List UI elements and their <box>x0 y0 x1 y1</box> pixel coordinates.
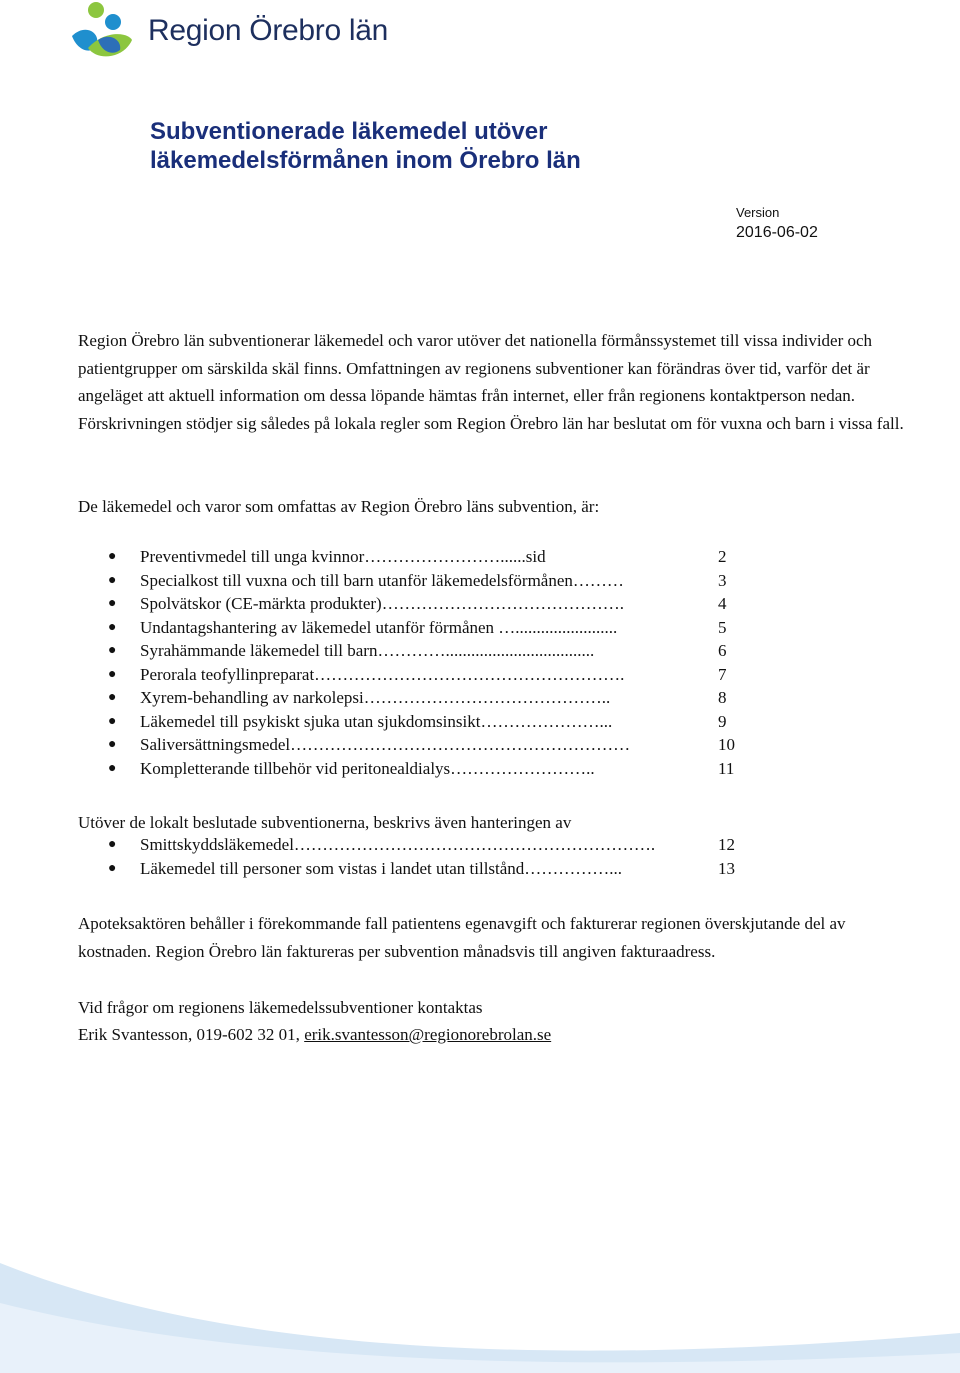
list-item-page: 3 <box>718 570 727 590</box>
list-item-text: Xyrem-behandling av narkolepsi…………………………………….. <box>140 688 611 707</box>
decorative-wave-icon <box>0 1223 960 1373</box>
list-item-text: Läkemedel till psykiskt sjuka utan sjukdomsinsikt…………………... <box>140 711 613 731</box>
region-orebro-lan-logo-icon <box>68 0 140 68</box>
bullet-icon: ● <box>108 596 117 611</box>
list-item-text: Läkemedel till personer som vistas i landet utan tillstånd……………... <box>140 858 623 878</box>
version-date: 2016-06-02 <box>736 224 818 241</box>
list-item-page: 13 <box>718 858 735 878</box>
list-item-page: 10 <box>718 735 735 754</box>
list-item-page: 4 <box>718 594 727 613</box>
list-item-text: Preventivmedel till unga kvinnor……………………......sid <box>140 547 546 566</box>
additional-list-intro: Utöver de lokalt beslutade subventionerna, beskrivs även hanteringen av <box>78 813 572 832</box>
bullet-icon: ● <box>108 713 117 729</box>
subsidy-list-intro: De läkemedel och varor som omfattas av Region Örebro läns subvention, är: <box>78 497 600 516</box>
bullet-icon: ● <box>108 666 117 682</box>
logo-wordmark: Region Örebro län <box>148 14 389 47</box>
bullet-icon: ● <box>108 690 117 705</box>
contact-person: Erik Svantesson, 019-602 32 01, <box>78 1025 305 1044</box>
list-item-text: Perorala teofyllinpreparat………………………………………………. <box>140 664 625 684</box>
title-line-2: läkemedelsförmånen inom Örebro län <box>150 147 581 174</box>
region-logo <box>68 0 388 70</box>
bullet-icon: ● <box>108 643 117 658</box>
list-item-text: Specialkost till vuxna och till barn utanför läkemedelsförmånen……… <box>140 570 624 590</box>
list-item-page: 8 <box>718 688 727 707</box>
bullet-icon: ● <box>108 737 117 752</box>
bullet-icon: ● <box>108 572 117 588</box>
title-line-1: Subventionerade läkemedel utöver <box>150 118 548 145</box>
bullet-icon: ● <box>108 549 117 564</box>
list-item-text: Kompletterande tillbehör vid peritonealdialys…………………….. <box>140 758 595 778</box>
list-item-text: Undantagshantering av läkemedel utanför förmånen …........................ <box>140 617 618 637</box>
contact-line <box>78 1021 908 1049</box>
version-label: Version <box>736 205 780 220</box>
list-item-page: 9 <box>718 711 727 731</box>
list-item-text: Spolvätskor (CE-märkta produkter)……………………………………. <box>140 594 624 613</box>
intro-paragraph: Region Örebro län subventionerar läkemedel och varor utöver det nationella förmånssystemet till vissa individer och patientgrupper om särskilda skäl finns. Omfattningen av regionens subventioner kan förändras över tid, varför det är angeläget att aktuell information om dessa löpande hämtas från internet, eller från regionens kontaktperson nedan. Förskrivningen stödjer sig således på lokala regler som Region Örebro län har beslutat om för vuxna och barn i vissa fall. <box>78 331 904 433</box>
bullet-icon: ● <box>108 860 117 876</box>
list-item-text: Syrahämmande läkemedel till barn…………................................... <box>140 641 595 660</box>
list-item-page: 11 <box>718 758 735 778</box>
list-item-page: 7 <box>718 664 727 684</box>
document-title <box>150 117 581 175</box>
list-item-text: Smittskyddsläkemedel………………………………………………………. <box>140 835 656 854</box>
contact-intro: Vid frågor om regionens läkemedelssubventioner kontaktas <box>78 998 483 1017</box>
list-item-page: 5 <box>718 617 727 637</box>
list-item-page: 6 <box>718 641 727 660</box>
list-item-page: 12 <box>718 835 735 854</box>
list-item-page: 2 <box>718 547 727 566</box>
contact-email-link[interactable]: erik.svantesson@regionorebrolan.se <box>304 1025 552 1044</box>
list-item-text: Saliversättningsmedel…………………………………………………… <box>140 735 631 754</box>
bullet-icon: ● <box>108 760 117 776</box>
bullet-icon: ● <box>108 619 117 635</box>
pharmacy-paragraph: Apoteksaktören behåller i förekommande fall patientens egenavgift och fakturerar regionen överskjutande del av kostnaden. Region Örebro län faktureras per subvention månadsvis till angiven fakturaadress. <box>78 914 846 961</box>
bullet-icon: ● <box>108 837 117 852</box>
